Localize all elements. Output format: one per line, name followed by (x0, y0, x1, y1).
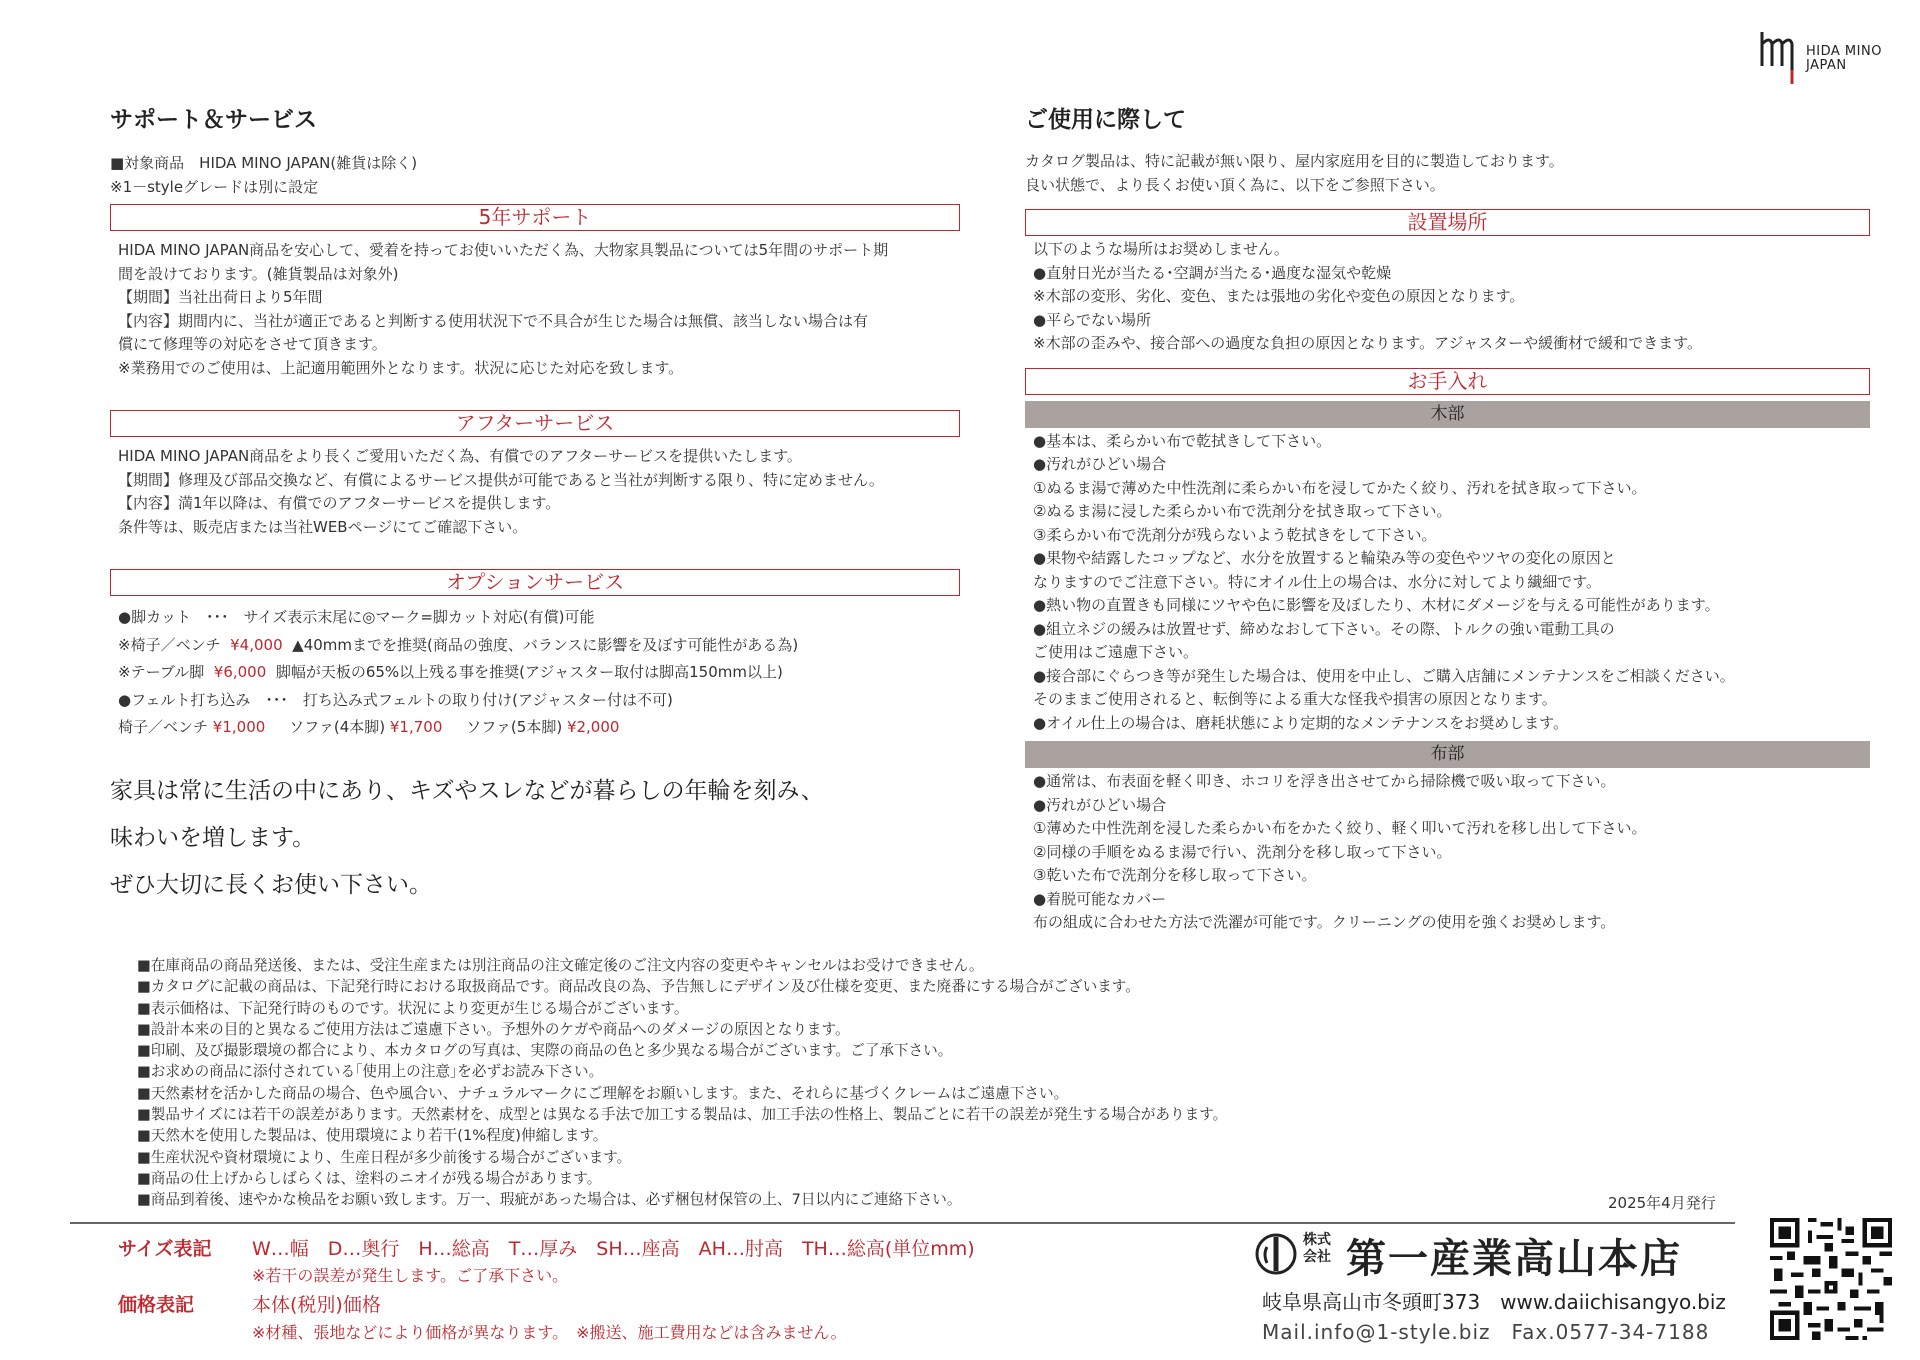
text-line: そのままご使用されると、転倒等による重大な怪我や損害の原因となります。 (1033, 690, 1557, 708)
usage-intro-line: カタログ製品は、特に記載が無い限り、屋内家庭用を目的に製造しております。 (1025, 152, 1564, 170)
text-line: 【期間】当社出荷日より5年間 (118, 288, 323, 306)
text-line: ●汚れがひどい場合 (1033, 455, 1167, 473)
leg-cut-line: ●脚カット ･･･ サイズ表示末尾に◎マーク=脚カット対応(有償)可能 (118, 608, 595, 626)
hida-mino-logo-icon (1760, 30, 1800, 86)
felt-line: ●フェルト打ち込み ･･･ 打ち込み式フェルトの取り付け(アジャスター付は不可) (118, 690, 673, 709)
text-line: 償にて修理等の対応をさせて頂きます。 (118, 335, 387, 353)
text-line: ●着脱可能なカバー (1033, 889, 1167, 908)
message-line: 家具は常に生活の中にあり、キズやスレなどが暮らしの年輪を刻み、 (110, 777, 824, 804)
footer-divider (70, 1222, 1735, 1224)
brand-line-2: JAPAN (1806, 58, 1847, 73)
felt-price-line (118, 714, 952, 742)
text-line: ②同様の手順をぬるま湯で行い、洗剤分を移し取って下さい。 (1033, 842, 1452, 861)
text-line: ③乾いた布で洗剤分を移し取って下さい。 (1033, 866, 1317, 884)
note-line: ■商品到着後、速やかな検品をお願い致します。万一、瑕疵があった場合は、必ず梱包材保管の上、7日以内にご連絡下さい。 (137, 1191, 962, 1209)
table-price-line (118, 659, 952, 687)
note-line: ■天然素材を活かした商品の場合、色や風合い、ナチュラルマークにご理解をお願いします。また、それらに基づくクレームはご遠慮下さい。 (137, 1084, 1069, 1102)
price-label: 価格表記 (118, 1294, 195, 1316)
placement-body (1025, 238, 1870, 356)
support-target-note: ※1－styleグレードは別に設定 (110, 177, 319, 196)
closing-message (110, 768, 960, 909)
issue-date: 2025年4月発行 (1608, 1194, 1716, 1212)
care-heading: お手入れ (1025, 368, 1870, 395)
text-line: 【内容】期間内に、当社が適正であると判断する使用状況下で不具合が生じた場合は無償、該当しない場合は有 (118, 311, 869, 330)
text-line: ●熱い物の直置きも同様にツヤや色に影響を及ぼしたり、木材にダメージを与える可能性があります。 (1033, 596, 1720, 614)
note-line: ■天然木を使用した製品は、使用環境により若干(1%程度)伸縮します。 (137, 1127, 608, 1145)
note-line: ■お求めの商品に添付されている｢使用上の注意｣を必ずお読み下さい。 (137, 1063, 604, 1081)
text-line: ①薄めた中性洗剤を浸した柔らかい布をかたく絞り、軽く叩いて汚れを移し出して下さい。 (1033, 819, 1647, 837)
note-line: ■印刷、及び撮影環境の都合により、本カタログの写真は、実際の商品の色と多少異なる場合がございます。ご了承下さい。 (137, 1042, 953, 1060)
chair-price-line (118, 632, 952, 660)
placement-heading: 設置場所 (1025, 209, 1870, 236)
option-service-body (110, 604, 960, 742)
after-service-heading: アフターサービス (110, 410, 960, 437)
company-type-line: 株式 (1303, 1232, 1331, 1248)
felt-sofa4-price: ¥1,700 (389, 718, 443, 736)
note-line: ■設計本来の目的と異なるご使用方法はご遠慮下さい。予想外のケガや商品へのダメージの原因となります。 (137, 1020, 850, 1038)
note-line: ■カタログに記載の商品は、下記発行時における取扱商品です。商品改良の為、予告無しにデザイン及び仕様を変更、また廃番にする場合がございます。 (137, 978, 1140, 996)
chair-label: ※椅子／ベンチ (118, 635, 221, 654)
option-service-heading: オプションサービス (110, 569, 960, 596)
table-note: 脚幅が天板の65%以上残る事を推奨(アジャスター取付は脚高150mm以上) (275, 663, 783, 681)
after-service-body (110, 445, 960, 539)
text-line: ●平らでない場所 (1033, 310, 1151, 329)
felt-sofa5-price: ¥2,000 (566, 718, 620, 736)
message-line: ぜひ大切に長くお使い下さい。 (110, 871, 432, 898)
chair-price: ¥4,000 (230, 635, 283, 654)
company-contact: Mail.info@1-style.biz Fax.0577-34-7188 (1262, 1320, 1710, 1344)
price-text: 本体(税別)価格 (252, 1294, 381, 1316)
wood-care-body (1025, 430, 1870, 736)
text-line: ●接合部にぐらつき等が発生した場合は、使用を中止し、ご購入店舗にメンテナンスをご相談ください。 (1033, 666, 1735, 685)
usage-title: ご使用に際して (1025, 107, 1186, 133)
wood-care-heading: 木部 (1025, 401, 1870, 428)
felt-sofa5-label: ソファ(5本脚) (466, 718, 563, 736)
text-line: ③柔らかい布で洗剤分が残らないよう乾拭きをして下さい。 (1033, 525, 1437, 544)
note-line: ■商品の仕上げからしばらくは、塗料のニオイが残る場合があります。 (137, 1169, 602, 1187)
brand-logo-text (1806, 45, 1882, 73)
company-type (1303, 1232, 1331, 1266)
text-line: ※業務用でのご使用は、上記適用範囲外となります。状況に応じた対応を致します。 (118, 358, 684, 377)
usage-intro-line: 良い状態で、より長くお使い頂く為に、以下をご参照下さい。 (1025, 175, 1445, 194)
support-column (110, 100, 960, 909)
fabric-care-body (1025, 770, 1870, 935)
text-line: ●通常は、布表面を軽く叩き、ホコリを浮き出させてから掃除機で吸い取って下さい。 (1033, 772, 1616, 790)
message-line: 味わいを増します。 (110, 824, 316, 851)
text-line: ※木部の歪みや、接合部への過度な負担の原因となります。アジャスターや緩衝材で緩和できます。 (1033, 334, 1702, 352)
five-year-heading: 5年サポート (110, 204, 960, 231)
company-type-line: 会社 (1303, 1249, 1331, 1265)
size-text: W…幅 D…奥行 H…総高 T…厚み SH…座高 AH…肘高 TH…総高(単位mm) (252, 1238, 975, 1260)
support-title: サポート＆サービス (110, 107, 317, 133)
size-label: サイズ表記 (118, 1238, 212, 1260)
qr-code-icon (1770, 1218, 1892, 1340)
text-line: ご使用はご遠慮下さい。 (1033, 643, 1199, 661)
disclaimer-notes (137, 955, 1737, 1211)
text-line: 条件等は、販売店または当社WEBページにてご確認下さい。 (118, 517, 528, 536)
brand-line-1: HIDA MINO (1806, 44, 1882, 59)
text-line: ●果物や結露したコップなど、水分を放置すると輪染み等の変色やツヤの変化の原因と (1033, 549, 1616, 567)
text-line: ※木部の変形、劣化、変色、または張地の劣化や変色の原因となります。 (1033, 287, 1525, 305)
felt-chair-label: 椅子／ベンチ (118, 718, 209, 736)
text-line: 【内容】満1年以降は、有償でのアフターサービスを提供します。 (118, 494, 561, 512)
five-year-body (110, 239, 960, 380)
company-name: 第一産業高山本店 (1346, 1236, 1682, 1282)
text-line: HIDA MINO JAPAN商品を安心して、愛着を持ってお使いいただく為、大物家具製品については5年間のサポート期 (118, 241, 889, 259)
felt-chair-price: ¥1,000 (212, 718, 266, 736)
table-label: ※テーブル脚 (118, 663, 205, 681)
text-line: ●組立ネジの緩みは放置せず、締めなおして下さい。その際、トルクの強い電動工具の (1033, 619, 1615, 638)
table-price: ¥6,000 (213, 663, 267, 681)
note-line: ■在庫商品の商品発送後、または、受注生産または別注商品の注文確定後のご注文内容の変更やキャンセルはお受けできません。 (137, 957, 984, 974)
price-note: ※材種、張地などにより価格が異なります。 ※搬送、施工費用などは含みません。 (252, 1323, 847, 1342)
fabric-care-heading: 布部 (1025, 741, 1870, 768)
text-line: HIDA MINO JAPAN商品をより長くご愛用いただく為、有償でのアフターサービスを提供いたします。 (118, 447, 802, 465)
text-line: ●汚れがひどい場合 (1033, 795, 1167, 814)
felt-sofa4-label: ソファ(4本脚) (289, 718, 386, 736)
support-target: ■対象商品 HIDA MINO JAPAN(雑貨は除く) (110, 154, 418, 172)
text-line: 間を設けております。(雑貨製品は対象外) (118, 264, 399, 283)
text-line: 【期間】修理及び部品交換など、有償によるサービス提供が可能であると当社が判断する限り、特に定めません。 (118, 470, 884, 489)
company-logo-icon (1255, 1233, 1297, 1275)
chair-note: ▲40mmまでを推奨(商品の強度、バランスに影響を及ぼす可能性がある為) (292, 635, 799, 654)
text-line: ②ぬるま湯に浸した柔らかい布で洗剤分を拭き取って下さい。 (1033, 502, 1452, 520)
text-line: ●直射日光が当たる･空調が当たる･過度な湿気や乾燥 (1033, 263, 1392, 282)
text-line: ●オイル仕上の場合は、磨耗状態により定期的なメンテナンスをお奨めします。 (1033, 713, 1568, 732)
text-line: なりますのでご注意下さい。特にオイル仕上の場合は、水分に対してより繊細です。 (1033, 572, 1602, 591)
usage-column (1025, 100, 1870, 935)
note-line: ■表示価格は、下記発行時のものです。状況により変更が生じる場合がございます。 (137, 999, 689, 1017)
text-line: ①ぬるま湯で薄めた中性洗剤に柔らかい布を浸してかたく絞り、汚れを拭き取って下さい。 (1033, 478, 1647, 497)
text-line: ●基本は、柔らかい布で乾拭きして下さい。 (1033, 431, 1332, 450)
text-line: 布の組成に合わせた方法で洗濯が可能です。クリーニングの使用を強くお奨めします。 (1033, 913, 1616, 931)
size-note: ※若干の誤差が発生します。ご了承下さい。 (252, 1266, 569, 1285)
company-address: 岐阜県高山市冬頭町373 www.daiichisangyo.biz (1262, 1290, 1726, 1314)
text-line: 以下のような場所はお奨めしません。 (1033, 240, 1289, 258)
note-line: ■生産状況や資材環境により、生産日程が多少前後する場合がございます。 (137, 1148, 632, 1166)
note-line: ■製品サイズには若干の誤差があります。天然素材を、成型とは異なる手法で加工する製品は、加工手法の性格上、製品ごとに若干の誤差が発生する場合があります。 (137, 1106, 1228, 1124)
